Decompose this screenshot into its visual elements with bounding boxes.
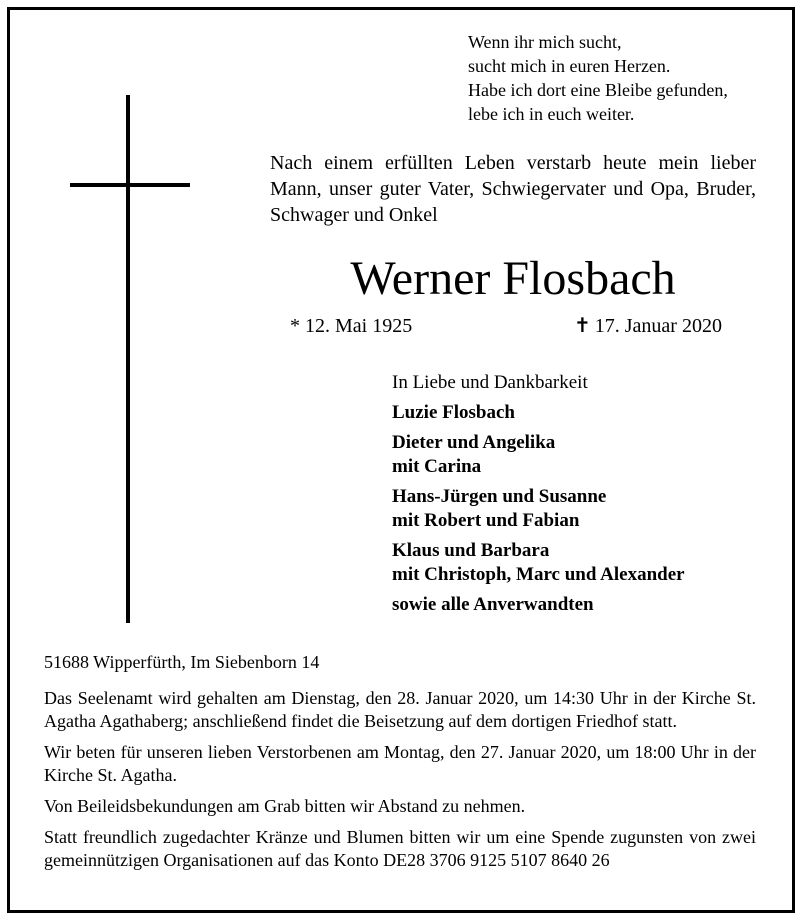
notice-paragraph: Wir beten für unseren lieben Verstorbenen am Montag, den 27. Januar 2020, um 18:00 Uhr in der Kirche St. Agatha. <box>44 742 756 785</box>
mourner-line: Klaus und Barbara <box>392 540 550 561</box>
birth-date: * 12. Mai 1925 <box>290 315 413 337</box>
intro-text: Nach einem erfüllten Leben verstarb heute mein lieber Mann, unser guter Vater, Schwiegervater und Opa, Bruder, Schwager und Onkel <box>270 152 756 226</box>
address: 51688 Wipperfürth, Im Siebenborn 14 <box>44 652 320 672</box>
poem-line: sucht mich in euren Herzen. <box>468 56 671 76</box>
mourner-group <box>392 401 772 425</box>
mourner-line: mit Robert und Fabian <box>392 510 580 531</box>
mourner-line: Hans-Jürgen und Susanne <box>392 486 607 507</box>
death-date: 17. Januar 2020 <box>594 315 722 337</box>
poem-line: Wenn ihr mich sucht, <box>468 32 622 52</box>
cross-horizontal-bar <box>70 183 190 187</box>
deceased-name: Werner Flosbach <box>350 252 676 305</box>
mourners-block <box>392 370 772 623</box>
mourner-line: mit Carina <box>392 456 482 477</box>
mourner-line: Dieter und Angelika <box>392 432 556 453</box>
notice-paragraph: Von Beileidsbekundungen am Grab bitten wir Abstand zu nehmen. <box>44 796 526 816</box>
mourner-group <box>392 431 772 479</box>
mourner-line: Luzie Flosbach <box>392 402 515 423</box>
mourners-lead: In Liebe und Dankbarkeit <box>392 372 588 393</box>
poem-line: lebe ich in euch weiter. <box>468 104 635 124</box>
mourner-line: sowie alle Anverwandten <box>392 594 594 615</box>
mourner-line: mit Christoph, Marc und Alexander <box>392 564 685 585</box>
poem-line: Habe ich dort eine Bleibe gefunden, <box>468 80 728 100</box>
cross-vertical-bar <box>126 95 130 623</box>
death-date-line <box>574 313 722 339</box>
mourner-group <box>392 485 772 533</box>
mourner-group <box>392 539 772 587</box>
mourner-group <box>392 593 772 617</box>
notice-paragraph: Statt freundlich zugedachter Kränze und Blumen bitten wir um eine Spende zugunsten von zwei gemeinnützigen Organisationen auf das Konto DE28 3706 9125 5107 8640 26 <box>44 827 756 870</box>
notice-paragraph: Das Seelenamt wird gehalten am Dienstag, den 28. Januar 2020, um 14:30 Uhr in der Kirche St. Agatha Agathaberg; anschließend findet die Beisetzung auf dem dortigen Friedhof statt. <box>44 688 756 731</box>
poem <box>468 30 788 126</box>
notices <box>44 687 756 880</box>
dagger-icon: ✝ <box>574 315 591 337</box>
